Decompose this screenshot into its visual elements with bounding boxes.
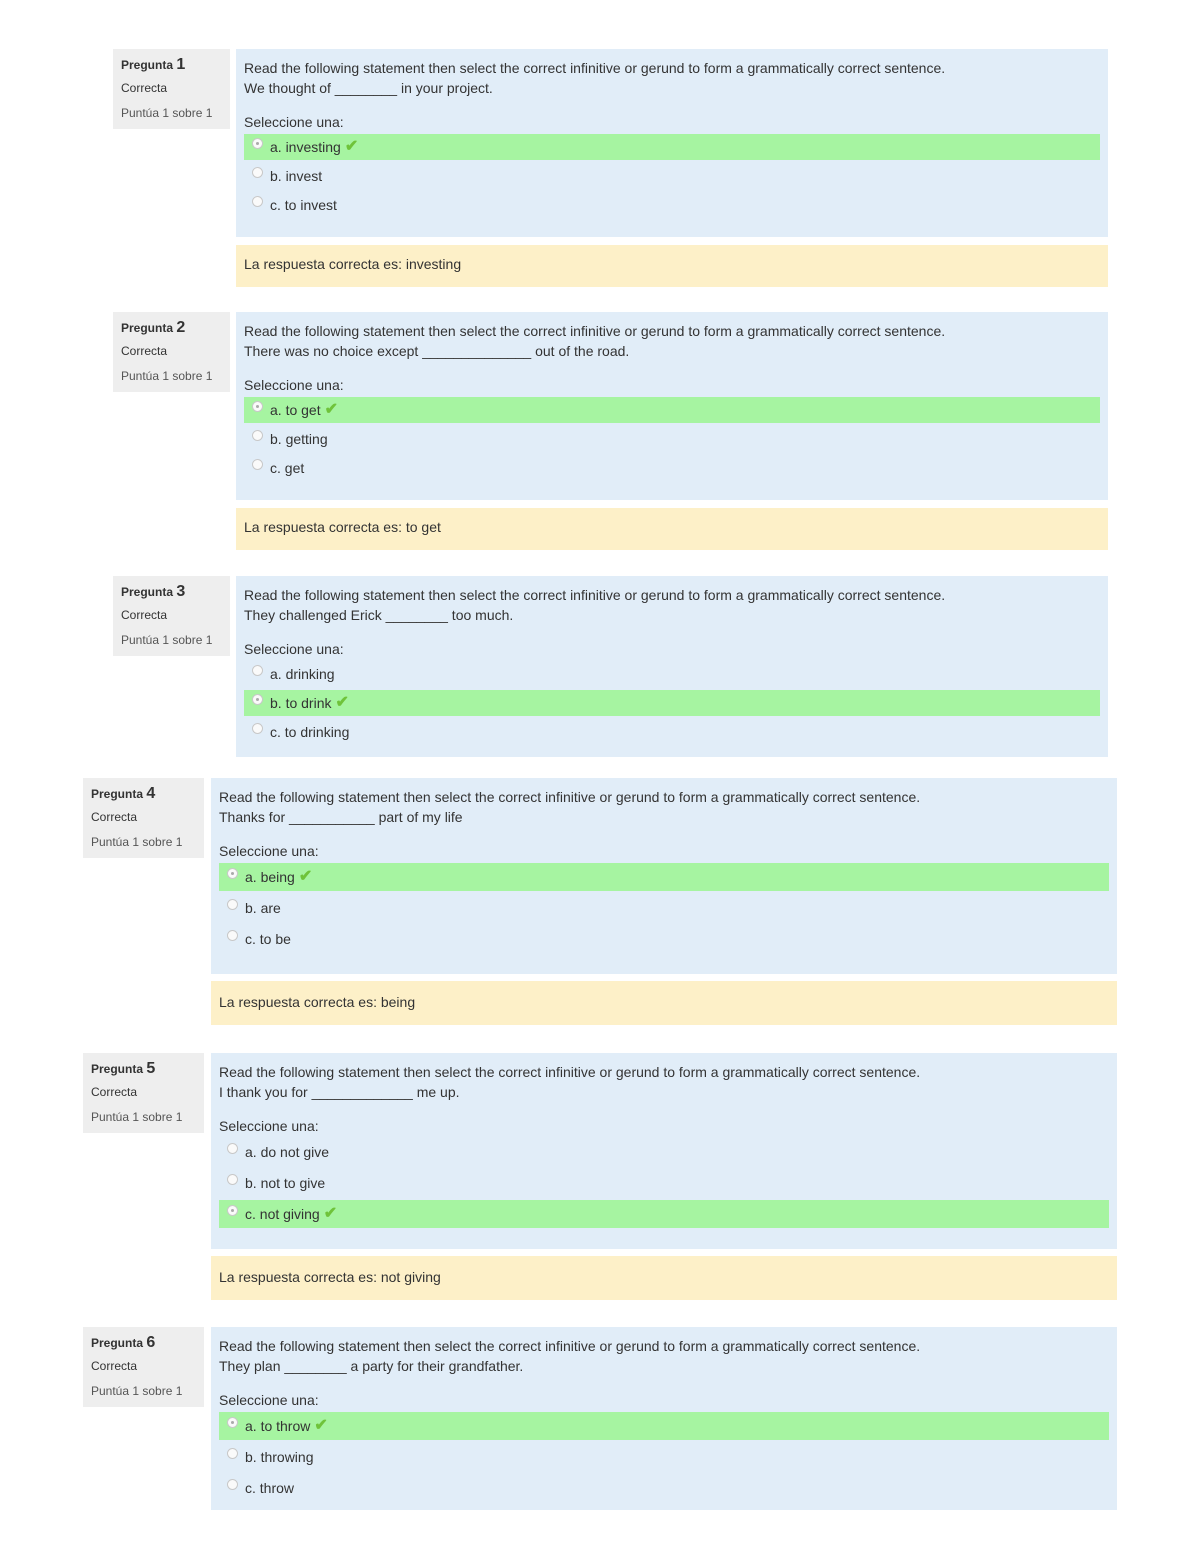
- question-grade: Puntúa 1 sobre 1: [121, 106, 213, 120]
- question-instruction: Read the following statement then select the correct infinitive or gerund to form a grammatically correct sentence.: [244, 323, 946, 339]
- question-number: Pregunta 3: [121, 583, 186, 600]
- radio-icon[interactable]: [227, 1479, 238, 1490]
- question-info: [83, 1327, 204, 1407]
- question-number: Pregunta 5: [91, 1060, 156, 1077]
- question-instruction: Read the following statement then select the correct infinitive or gerund to form a grammatically correct sentence.: [244, 60, 946, 76]
- radio-icon[interactable]: [227, 1205, 238, 1216]
- answer-option[interactable]: b. to drink ✔: [244, 690, 1100, 716]
- answer-list: [219, 1138, 1109, 1228]
- correct-answer-feedback: La respuesta correcta es: not giving: [211, 1256, 1117, 1300]
- question-info: [113, 576, 230, 656]
- question-grade: Puntúa 1 sobre 1: [91, 835, 183, 849]
- question-number: Pregunta 2: [121, 319, 186, 336]
- answer-list: [219, 1412, 1109, 1502]
- question-sentence: They challenged Erick ________ too much.: [244, 607, 514, 623]
- radio-icon[interactable]: [252, 665, 263, 676]
- question-info: [113, 312, 230, 392]
- question-state: Correcta: [91, 1085, 138, 1099]
- radio-icon[interactable]: [252, 430, 263, 441]
- radio-icon[interactable]: [227, 1174, 238, 1185]
- check-mark-icon: ✔: [335, 694, 349, 711]
- radio-icon[interactable]: [227, 1143, 238, 1154]
- radio-icon[interactable]: [227, 1448, 238, 1459]
- check-mark-icon: ✔: [314, 1417, 328, 1434]
- radio-icon[interactable]: [227, 930, 238, 941]
- question-info: [113, 49, 230, 129]
- answer-list: [244, 397, 1100, 481]
- correct-answer-feedback: La respuesta correcta es: being: [211, 981, 1117, 1025]
- check-mark-icon: ✔: [344, 138, 359, 155]
- answer-option[interactable]: b. are: [219, 894, 1109, 922]
- question-instruction: Read the following statement then select the correct infinitive or gerund to form a grammatically correct sentence.: [219, 1338, 921, 1354]
- answer-list: [244, 134, 1100, 218]
- check-mark-icon: ✔: [323, 1205, 338, 1222]
- select-prompt: Seleccione una:: [219, 1118, 319, 1134]
- question-content: [236, 49, 1108, 237]
- question-sentence: There was no choice except ______________ out of the road.: [244, 343, 630, 359]
- radio-icon[interactable]: [252, 196, 263, 207]
- answer-option[interactable]: c. to invest: [244, 192, 1100, 218]
- question-state: Correcta: [91, 810, 138, 824]
- radio-icon[interactable]: [252, 401, 263, 412]
- question-state: Correcta: [121, 344, 168, 358]
- select-prompt: Seleccione una:: [219, 843, 319, 859]
- question-number: Pregunta 1: [121, 56, 186, 73]
- answer-option[interactable]: a. do not give: [219, 1138, 1109, 1166]
- radio-icon[interactable]: [252, 167, 263, 178]
- answer-option[interactable]: c. to drinking: [244, 719, 1100, 745]
- check-mark-icon: ✔: [298, 868, 313, 885]
- radio-icon[interactable]: [252, 459, 263, 470]
- question-grade: Puntúa 1 sobre 1: [121, 633, 213, 647]
- select-prompt: Seleccione una:: [244, 114, 344, 130]
- question-grade: Puntúa 1 sobre 1: [91, 1384, 183, 1398]
- answer-option[interactable]: c. get: [244, 455, 1100, 481]
- radio-icon[interactable]: [227, 1417, 238, 1428]
- question-content: [211, 778, 1117, 974]
- answer-list: [244, 661, 1100, 745]
- question-instruction: Read the following statement then select the correct infinitive or gerund to form a grammatically correct sentence.: [219, 789, 921, 805]
- radio-icon[interactable]: [252, 694, 263, 705]
- question-grade: Puntúa 1 sobre 1: [121, 369, 213, 383]
- question-sentence: Thanks for ___________ part of my life: [219, 809, 463, 825]
- select-prompt: Seleccione una:: [219, 1392, 319, 1408]
- answer-option[interactable]: b. not to give: [219, 1169, 1109, 1197]
- question-info: [83, 778, 204, 858]
- question-grade: Puntúa 1 sobre 1: [91, 1110, 183, 1124]
- answer-option[interactable]: a. being ✔: [219, 863, 1109, 891]
- question-state: Correcta: [121, 81, 168, 95]
- answer-option[interactable]: a. drinking: [244, 661, 1100, 687]
- radio-icon[interactable]: [252, 138, 263, 149]
- question-state: Correcta: [121, 608, 168, 622]
- radio-icon[interactable]: [252, 723, 263, 734]
- question-number: Pregunta 6: [91, 1334, 156, 1351]
- select-prompt: Seleccione una:: [244, 377, 344, 393]
- answer-option[interactable]: b. getting: [244, 426, 1100, 452]
- select-prompt: Seleccione una:: [244, 641, 344, 657]
- answer-option[interactable]: b. invest: [244, 163, 1100, 189]
- radio-icon[interactable]: [227, 899, 238, 910]
- question-sentence: They plan ________ a party for their grandfather.: [219, 1358, 524, 1374]
- question-content: [211, 1053, 1117, 1249]
- question-sentence: I thank you for _____________ me up.: [219, 1084, 460, 1100]
- question-content: [236, 576, 1108, 757]
- answer-option[interactable]: a. to throw ✔: [219, 1412, 1109, 1440]
- answer-option[interactable]: b. throwing: [219, 1443, 1109, 1471]
- answer-option[interactable]: c. to be: [219, 925, 1109, 953]
- answer-option[interactable]: a. investing ✔: [244, 134, 1100, 160]
- question-content: [211, 1327, 1117, 1510]
- question-number: Pregunta 4: [91, 785, 156, 802]
- correct-answer-feedback: La respuesta correcta es: investing: [236, 245, 1108, 287]
- question-info: [83, 1053, 204, 1133]
- radio-icon[interactable]: [227, 868, 238, 879]
- question-content: [236, 312, 1108, 500]
- question-state: Correcta: [91, 1359, 138, 1373]
- answer-option[interactable]: c. not giving ✔: [219, 1200, 1109, 1228]
- answer-option[interactable]: c. throw: [219, 1474, 1109, 1502]
- check-mark-icon: ✔: [324, 401, 338, 418]
- correct-answer-feedback: La respuesta correcta es: to get: [236, 508, 1108, 550]
- question-instruction: Read the following statement then select the correct infinitive or gerund to form a grammatically correct sentence.: [244, 587, 946, 603]
- answer-list: [219, 863, 1109, 953]
- question-instruction: Read the following statement then select the correct infinitive or gerund to form a grammatically correct sentence.: [219, 1064, 921, 1080]
- answer-option[interactable]: a. to get ✔: [244, 397, 1100, 423]
- question-sentence: We thought of ________ in your project.: [244, 80, 493, 96]
